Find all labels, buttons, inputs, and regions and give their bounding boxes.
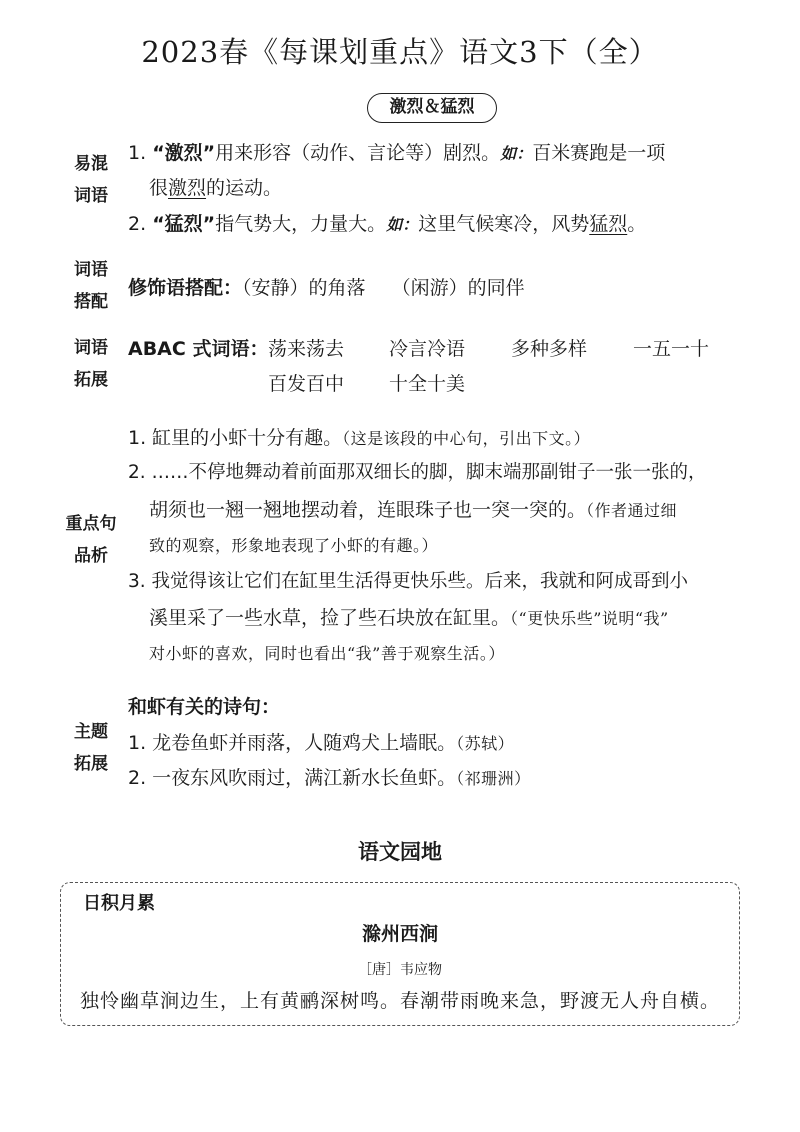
box-label: 日积月累 <box>83 893 155 914</box>
confuse-item-1-cont: 很激烈的运动。 <box>149 177 283 199</box>
sentence-3-line-1: 3. 我觉得该让它们在缸里生活得更快乐些。后来，我就和阿成哥到小 <box>128 571 689 592</box>
collocation-line: 修饰语搭配：（安静）的角落 （闲游）的同伴 <box>128 277 525 299</box>
side-label-confuse: 易混 词语 <box>74 154 108 206</box>
expand-row-2: 百发百中 十全十美 <box>268 373 466 395</box>
poem-author: ［唐］韦应物 <box>358 962 442 978</box>
side-label-expand: 词语 拓展 <box>74 338 108 390</box>
confuse-item-1: 1. “激烈”用来形容（动作、言论等）剧烈。如：百米赛跑是一项 <box>128 142 666 164</box>
side-label-theme: 主题 拓展 <box>74 722 108 774</box>
sentence-2-line-1: 2. ……不停地舞动着前面那双细长的脚，脚末端那副钳子一张一张的， <box>128 462 707 483</box>
sentence-2-line-3: 致的观察，形象地表现了小虾的有趣。） <box>149 536 439 555</box>
poem-title: 滁州西涧 <box>361 923 438 945</box>
confuse-item-2: 2. “猛烈”指气势大，力量大。如：这里气候寒冷，风势猛烈。 <box>128 213 647 235</box>
topic-badge: 激烈＆猛烈 <box>367 93 497 123</box>
theme-heading: 和虾有关的诗句： <box>128 696 281 718</box>
sentence-3-line-2: 溪里采了一些水草，捡了些石块放在缸里。（“更快乐些”说明“我” <box>149 607 669 629</box>
expand-row-1: ABAC 式词语：荡来荡去 冷言冷语 多种多样 一五一十 <box>128 338 710 360</box>
sentence-3-line-3: 对小虾的喜欢，同时也看出“我”善于观察生活。） <box>149 644 505 663</box>
daily-accumulation-box <box>60 882 740 1026</box>
page-title: 2023春《每课划重点》语文3下（全） <box>141 35 659 69</box>
side-label-sentence: 重点句 品析 <box>65 514 117 566</box>
sentence-1: 1. 缸里的小虾十分有趣。（这是该段的中心句，引出下文。） <box>128 427 591 449</box>
theme-poem-2: 2. 一夜东风吹雨过，满江新水长鱼虾。（祁珊洲） <box>128 767 531 789</box>
garden-title: 语文园地 <box>358 840 442 864</box>
poem-text: 独怜幽草涧边生，上有黄鹂深树鸣。春潮带雨晚来急，野渡无人舟自横。 <box>79 990 720 1012</box>
side-label-collocation: 词语 搭配 <box>74 260 108 312</box>
sentence-2-line-2: 胡须也一翘一翘地摆动着，连眼珠子也一突一突的。（作者通过细 <box>149 499 678 521</box>
theme-poem-1: 1. 龙卷鱼虾并雨落，人随鸡犬上墙眠。（苏轼） <box>128 732 515 754</box>
